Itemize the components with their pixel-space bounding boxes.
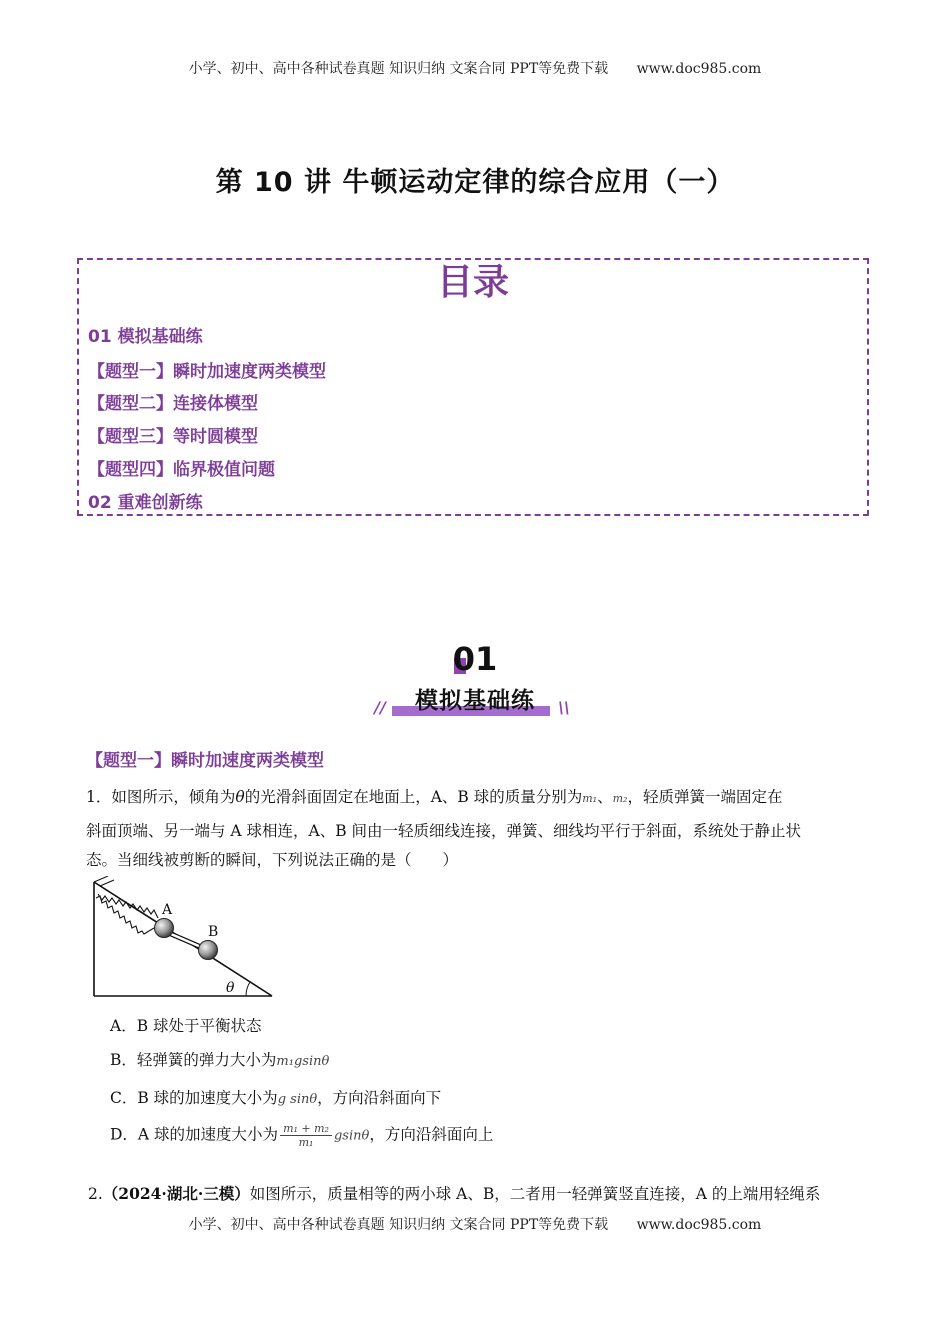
toc-heading: 目录 xyxy=(436,262,509,303)
q2-source: （2024·湖北·三模） xyxy=(102,1184,250,1203)
document-title: 第 10 讲 牛顿运动定律的综合应用（一） xyxy=(215,167,735,198)
header-text: 小学、初中、高中各种试卷真题 知识归纳 文案合同 PPT等免费下载 xyxy=(188,61,609,77)
q1-stem-line-3: 态。当细线被剪断的瞬间，下列说法正确的是（ ） xyxy=(86,851,459,869)
ball-b xyxy=(199,941,218,960)
q2-number: 2. xyxy=(88,1185,103,1203)
section-slash-right: \\ xyxy=(558,698,570,717)
section-number: 01 xyxy=(452,640,498,678)
option-b-text: B．轻弹簧的弹力大小为 xyxy=(110,1051,277,1069)
q1-option-b[interactable] xyxy=(110,1048,329,1070)
label-a: A xyxy=(162,902,173,918)
q1-stem-line-2: 斜面顶端、另一端与 A 球相连，A、B 间由一轻质细线连接，弹簧、细线均平行于斜面，系统处于静止状 xyxy=(86,822,802,840)
fraction-denominator: m₁ xyxy=(298,1136,314,1149)
ball-a xyxy=(155,919,174,938)
q1-stem-line-1 xyxy=(86,785,782,807)
toc-item-section-01[interactable]: 01 模拟基础练 xyxy=(88,327,203,347)
toc-item-type-3[interactable]: 【题型三】等时圆模型 xyxy=(88,427,258,447)
q1-text: 的光滑斜面固定在地面上，A、B 球的质量分别为 xyxy=(244,788,583,806)
q1-option-c[interactable] xyxy=(110,1086,441,1108)
q1-text: ，轻质弹簧一端固定在 xyxy=(627,788,783,806)
option-c-formula: g sinθ xyxy=(277,1092,318,1107)
q1-option-a[interactable]: A．B 球处于平衡状态 xyxy=(110,1017,262,1035)
toc-item-type-1[interactable]: 【题型一】瞬时加速度两类模型 xyxy=(88,362,326,382)
toc-item-section-02[interactable]: 02 重难创新练 xyxy=(88,493,203,513)
option-d-fraction xyxy=(280,1122,332,1149)
table-of-contents xyxy=(77,258,869,516)
option-d-tail: ，方向沿斜面向上 xyxy=(369,1125,494,1144)
section-label: 模拟基础练 xyxy=(415,688,535,714)
theta-symbol: θ xyxy=(235,788,245,806)
q1-text: 、 xyxy=(597,788,613,806)
page-header-top xyxy=(0,58,950,78)
q2-stem-line-1 xyxy=(88,1182,820,1204)
page-header-bottom xyxy=(0,1214,950,1234)
label-b: B xyxy=(208,924,219,940)
incline-diagram xyxy=(88,876,278,1000)
fraction-numerator: m₁ + m₂ xyxy=(280,1122,332,1136)
mass-m2: m₂ xyxy=(612,792,628,805)
section-slash-left: // xyxy=(374,698,386,717)
option-d-text: D．A 球的加速度大小为 xyxy=(110,1125,279,1144)
q2-text: 如图所示，质量相等的两小球 A、B，二者用一轻弹簧竖直连接，A 的上端用轻绳系 xyxy=(249,1185,821,1203)
q1-text: 1．如图所示，倾角为 xyxy=(86,788,236,806)
option-d-formula: gsinθ xyxy=(333,1128,370,1144)
label-theta: θ xyxy=(226,980,235,996)
option-c-tail: ，方向沿斜面向下 xyxy=(317,1089,442,1107)
section-badge xyxy=(0,640,950,720)
option-b-formula: m₁gsinθ xyxy=(276,1054,330,1069)
footer-url[interactable]: www.doc985.com xyxy=(636,1217,762,1233)
toc-item-type-2[interactable]: 【题型二】连接体模型 xyxy=(88,394,258,414)
mass-m1: m₁ xyxy=(582,792,598,805)
q1-option-d[interactable] xyxy=(110,1122,493,1149)
option-c-text: C．B 球的加速度大小为 xyxy=(110,1089,278,1107)
question-type-heading: 【题型一】瞬时加速度两类模型 xyxy=(86,751,324,771)
footer-text: 小学、初中、高中各种试卷真题 知识归纳 文案合同 PPT等免费下载 xyxy=(188,1217,609,1233)
toc-item-type-4[interactable]: 【题型四】临界极值问题 xyxy=(88,460,275,480)
header-url[interactable]: www.doc985.com xyxy=(636,61,762,77)
